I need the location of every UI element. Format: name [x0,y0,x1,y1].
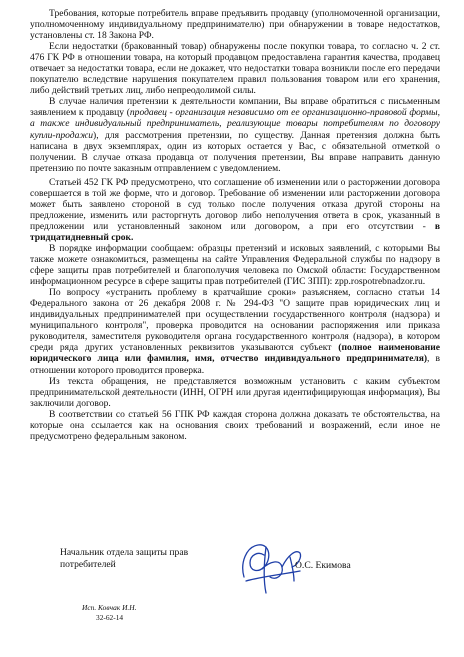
executor-phone: 32-62-14 [96,612,124,622]
text-segment: , в отношении которого проводится проверка. [30,353,440,376]
text-segment: По вопросу «устранить проблему в кратчайшие сроки» разъясняем, согласно статьи 14 Федерального закона от 26 декабря 2008 г. № 294-ФЗ "О защите прав юридических лиц и индивидуальных предпринимателей при осуществлении государственного контроля (надзора) и муниципального контроля", проверка проводится на основании распоряжения или приказа руководителя, заместителя руководителя органа государственного контроля (надзора), в котором среди ряда других установленных реквизитов указываются субъект [30,287,440,354]
signatory-title-line1: Начальник отдела защиты прав [60,547,189,558]
text-segment: В порядке информации сообщаем: образцы претензий и исковых заявлений, с которыми Вы также можете ознакомиться, размещены на сайте Управления Федеральной службы по надзору в сфере защиты прав потребителей и благополучия человека по Омской области: Государственном информационном ресурсе в сфере защиты прав потребителей (ГИС ЗПП): zpp.rospotrebnadzor.ru. [30,242,440,288]
bold-text-segment: (полное наименование юридического лица или фамилия, имя, отчество индивидуального предпринимателя) [30,342,440,365]
text-segment: Требования, которые потребитель вправе предъявить продавцу (уполномоченной организации, уполномоченному индивидуальному предпринимателю) при обнаружении в товаре недостатков, установлены ст. 18 Закона РФ. [30,8,440,42]
paragraph-2 [30,41,440,96]
signatory-name: О.С. Екимова [295,560,351,571]
letter-body [30,8,440,442]
signatory-title-line2: потребителей [60,558,116,570]
signoff-block [30,545,440,597]
text-segment: В случае наличия претензии к деятельности компании, Вы вправе обратиться с письменным заявлением к продавцу ( [30,96,440,119]
text-segment: Статьей 452 ГК РФ предусмотрено, что соглашение об изменении или о расторжении договора совершается в той же форме, что и договор. Требование об изменении или расторжении договора может быть заявлено стороной в суд только после получения отказа другой стороны на предложение, изменить или расторгнуть договор либо неполучения ответа в срок, указанный в предложении или установленный законом или договором, а при его отсутствии - [30,176,440,232]
paragraph-8 [30,409,440,442]
paragraph-3 [30,96,440,173]
italic-text-segment: продавец - организация независимо от ее организационно-правовой формы, а также индивидуальный предприниматель, реализующие товары потребителям по договору купли-продажи [30,107,441,141]
signatory-title [60,547,260,570]
text-segment: Если недостатки (бракованный товар) обнаружены после покупки товара, то согласно ч. 2 ст. 476 ГК РФ в отношении товара, на который продавцом предоставлена гарантия качества, продавец отвечает за недостатки товара, если не докажет, что недостатки товара возникли после его передачи покупателю вследствие нарушения покупателем правил пользования товаром или его хранения, либо действий третьих лиц, либо непреодолимой силы. [30,41,440,97]
paragraph-4 [30,177,440,243]
text-segment: ), для рассмотрения претензии, по существу. Данная претензия должна быть написана в двух экземплярах, один из которых остается у Вас, с обязательной отметкой о получении. В случае отказа продавца от получения претензии, Вы вправе направить данную претензию по почте заказным отправлением с уведомлением. [30,129,440,174]
paragraph-1 [30,8,440,41]
paragraph-6 [30,287,440,375]
text-segment: В соответствии со статьей 56 ГПК РФ каждая сторона должна доказать те обстоятельства, на которые она ссылается как на основания своих требований и возражений, если иное не предусмотрено федеральным законом. [30,408,440,442]
executor-info [82,603,136,622]
executor-name: Исп. Ковчак И.Н. [82,603,137,612]
bold-text-segment: в тридцатидневный срок. [30,220,440,243]
paragraph-7 [30,376,440,409]
paragraph-5 [30,243,440,287]
text-segment: Из текста обращения, не представляется возможным установить с каким субъектом предпринимательской деятельности (ИНН, ОГРН или другая идентифицирующая информация), Вы заключили договор. [30,375,440,409]
